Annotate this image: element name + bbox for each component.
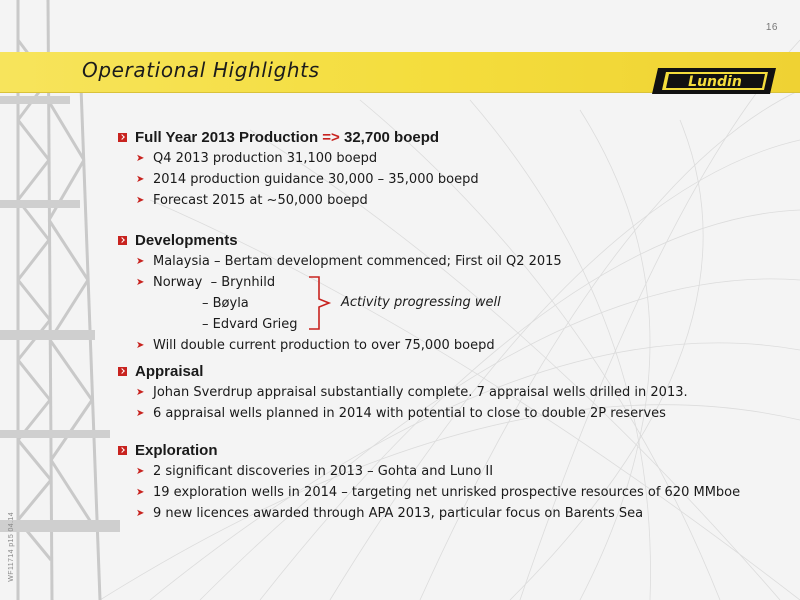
chevron-right-icon: ➤ <box>136 487 145 498</box>
page-number: 16 <box>765 22 778 33</box>
section-heading <box>135 129 439 146</box>
chevron-right-icon: ➤ <box>136 387 145 398</box>
list-item-text: 2014 production guidance 30,000 – 35,000 boepd <box>153 172 479 187</box>
square-bullet-icon <box>118 133 127 142</box>
square-bullet-icon <box>118 367 127 376</box>
list-item-text: 2 significant discoveries in 2013 – Gohta and Luno II <box>153 464 494 479</box>
section-heading-row <box>118 229 768 251</box>
list-item-text: 19 exploration wells in 2014 – targeting net unrisked prospective resources of 620 MMboe <box>153 485 741 500</box>
square-bullet-icon <box>118 446 127 455</box>
square-bullet-icon <box>118 236 127 245</box>
list-item <box>136 190 768 211</box>
section-production <box>118 126 768 211</box>
list-item <box>136 169 768 190</box>
list-item-text: Johan Sverdrup appraisal substantially complete. 7 appraisal wells drilled in 2013. <box>153 385 688 400</box>
list-item <box>136 335 768 356</box>
section-developments <box>118 229 768 356</box>
right-brace-icon <box>307 275 333 331</box>
list-item <box>136 461 768 482</box>
list-item <box>136 503 768 524</box>
heading-text: Full Year 2013 Production <box>135 128 323 146</box>
section-exploration <box>118 439 768 524</box>
list-item-text: Will double current production to over 75,000 boepd <box>153 338 495 353</box>
chevron-right-icon: ➤ <box>136 174 145 185</box>
chevron-right-icon: ➤ <box>136 408 145 419</box>
slide-body <box>118 126 768 524</box>
chevron-right-icon: ➤ <box>136 466 145 477</box>
heading-arrow: => <box>322 128 340 146</box>
list-item <box>136 482 768 503</box>
chevron-right-icon: ➤ <box>136 153 145 164</box>
list-item <box>136 272 768 293</box>
list-item <box>136 251 768 272</box>
chevron-right-icon: ➤ <box>136 256 145 267</box>
sub-list-item-text: – Bøyla <box>202 296 249 311</box>
heading-value: 32,700 boepd <box>339 128 440 146</box>
lundin-logo <box>648 66 778 96</box>
section-appraisal <box>118 360 768 424</box>
list-item-text: 9 new licences awarded through APA 2013, particular focus on Barents Sea <box>153 506 644 521</box>
document-id: WF11714 p15 04.14 <box>8 512 15 582</box>
list-item-text: Forecast 2015 at ~50,000 boepd <box>153 193 368 208</box>
section-heading: Appraisal <box>135 362 204 380</box>
svg-text:Lundin: Lundin <box>688 74 742 90</box>
list-item-text: Norway – Brynhild <box>153 275 276 290</box>
list-item-text: Q4 2013 production 31,100 boepd <box>153 151 378 166</box>
list-item-text: Malaysia – Bertam development commenced; First oil Q2 2015 <box>153 254 562 269</box>
section-heading: Developments <box>135 231 238 249</box>
list-item <box>136 382 768 403</box>
sub-list-item-text: – Edvard Grieg <box>202 317 298 332</box>
chevron-right-icon: ➤ <box>136 508 145 519</box>
chevron-right-icon: ➤ <box>136 277 145 288</box>
chevron-right-icon: ➤ <box>136 195 145 206</box>
section-heading-row <box>118 126 768 148</box>
section-heading-row <box>118 439 768 461</box>
section-heading: Exploration <box>135 441 218 459</box>
section-heading-row <box>118 360 768 382</box>
sub-list-item <box>118 314 768 335</box>
list-item <box>136 403 768 424</box>
chevron-right-icon: ➤ <box>136 340 145 351</box>
slide-title: Operational Highlights <box>82 58 320 82</box>
brace-annotation: Activity progressing well <box>341 295 501 310</box>
list-item-text: 6 appraisal wells planned in 2014 with potential to close to double 2P reserves <box>153 406 666 421</box>
list-item <box>136 148 768 169</box>
